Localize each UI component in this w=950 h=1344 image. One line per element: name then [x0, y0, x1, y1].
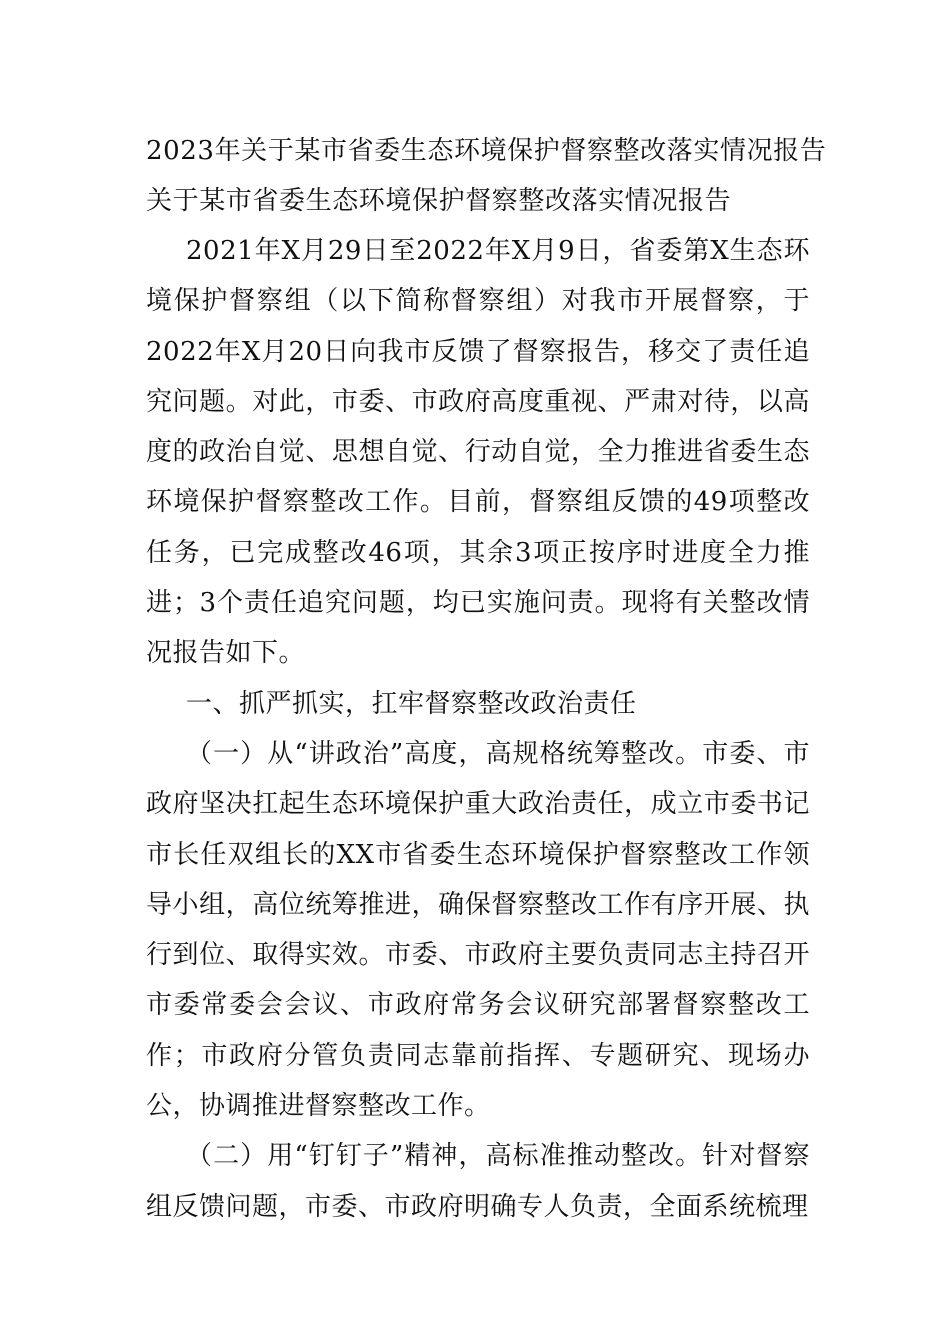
paragraph-intro: 2021年X月29日至2022年X月9日，省委第X生态环境保护督察组（以下简称督察组）对我市开展督察，于2022年X月20日向我市反馈了督察报告，移交了责任追究问题。对此，市委、市政府高度重视、严肃对待，以高度的政治自觉、思想自觉、行动自觉，全力推进省委生态环境保护督察整改工作。目前，督察组反馈的49项整改任务，已完成整改46项，其余3项正按序时进度全力推进；3个责任追究问题，均已实施问责。现将有关整改情况报告如下。 — [146, 236, 810, 669]
document-subtitle: 关于某市省委生态环境保护督察整改落实情况报告 — [146, 186, 732, 216]
document-title: 2023年关于某市省委生态环境保护督察整改落实情况报告 — [146, 136, 827, 166]
section-heading-1: 一、抓严抓实，扛牢督察整改政治责任 — [186, 688, 637, 719]
paragraph-section-1-2: （二）用“钉钉子”精神，高标准推动整改。针对督察组反馈问题，市委、市政府明确专人负责，全面系统梳理 — [146, 1141, 810, 1222]
paragraph-section-1-1: （一）从“讲政治”高度，高规格统筹整改。市委、市政府坚决扛起生态环境保护重大政治责任，成立市委书记市长任双组长的XX市省委生态环境保护督察整改工作领导小组，高位统筹推进，确保督察整改工作有序开展、执行到位、取得实效。市委、市政府主要负责同志主持召开市委常委会会议、市政府常务会议研究部署督察整改工作；市政府分管负责同志靠前指挥、专题研究、现场办公，协调推进督察整改工作。 — [146, 738, 810, 1122]
document-body — [146, 126, 827, 1232]
